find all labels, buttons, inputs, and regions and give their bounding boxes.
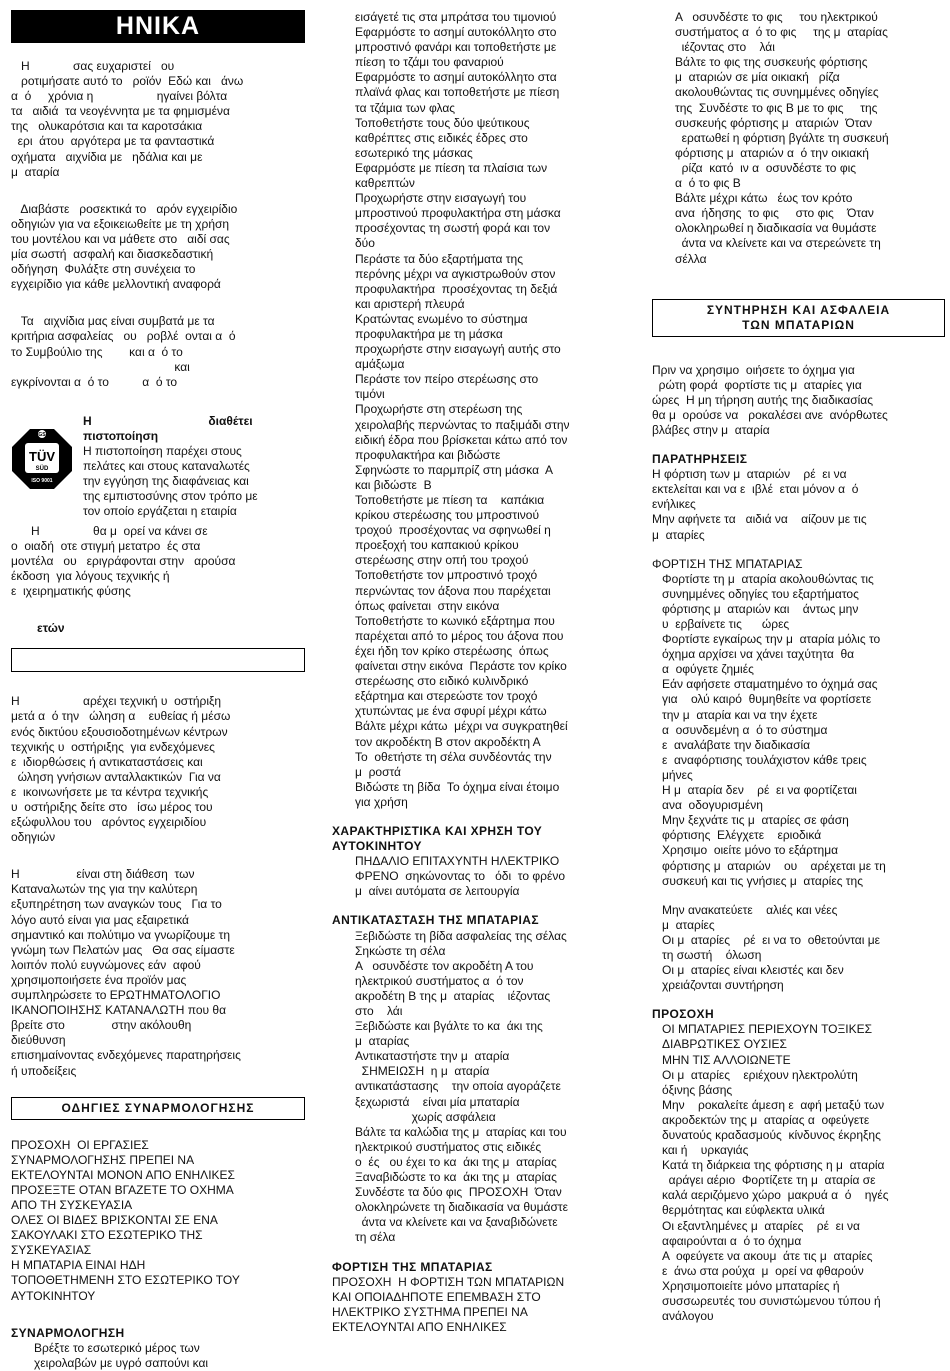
battery-replacement-heading: ΑΝΤΙΚΑΤΑΣΤΑΣΗ ΤΗΣ ΜΠΑΤΑΡΙΑΣ (332, 913, 539, 928)
text-line: εκτελείται και να ε ιβλέ εται μόνον α ό (652, 482, 859, 497)
text-line: χειρολαβών με υγρό σαπούνι και (34, 1355, 209, 1370)
text-line: ανα οδογυρισμένη (662, 798, 763, 813)
text-line: όχημα αρχίσει να χάνει ταχύτητα θα (662, 647, 855, 662)
text-line: την μ αταρία και να την έχετε (662, 707, 818, 722)
text-line: ΣΥΝΤΗΡΗΣΗ ΚΑΙ ΑΣΦΑΛΕΙΑ (706, 302, 891, 317)
text-line: της ολυκαρότσια και τα καροτσάκια (11, 119, 203, 134)
text-line: χειρολαβής περνώντας το παξιμάδι στην (355, 417, 570, 432)
text-line: Καταναλωτών της για την καλύτερη (11, 882, 198, 897)
text-line: μ αίνει αυτόματα σε λειτουργία (355, 884, 520, 899)
text-line: συνημμένες οδηγίες του εξαρτήματος (662, 586, 859, 601)
text-line: ΣΥΣΚΕΥΑΣΙΑΣ (11, 1243, 92, 1258)
text-line: για χρήση (355, 794, 408, 809)
charging-steps-continued (652, 10, 945, 267)
battery-charge-subheading: ΦΟΡΤΙΣΗ ΤΗΣ ΜΠΑΤΑΡΙΑΣ (652, 556, 803, 571)
seal-bottom-text: ISO 9001 (31, 477, 53, 484)
text-line: τροχού προσέχοντας να σφηνωθεί η (355, 523, 551, 538)
text-line: ε ιδιορθώσεις ή αντικαταστάσεις και (11, 754, 203, 769)
text-line: ΑΥΤΟΚΙΝΗΤΟΥ (332, 839, 422, 854)
text-line: υ οστήριξης δείτε στο ίσω μέρος του (11, 800, 213, 814)
text-line: ΣΑΚΟΥΛΑΚΙ ΣΤΟ ΕΣΩΤΕΡΙΚΟ ΤΗΣ (11, 1228, 203, 1243)
text-line: χρησιμοποιήσετε ένα προϊόν μας (11, 972, 187, 987)
text-line: έχει ήδη τον κρίκο στερέωσης όπως (355, 643, 549, 658)
text-line: Μην αφήνετε τα αιδιά να αίζουν με τις (652, 512, 867, 527)
maintenance-safety-box (652, 299, 945, 337)
text-line: α οφύγετε ζημιές (662, 662, 754, 677)
text-line: ολοκληρώνετε τη διαδικασία να θυμάστε (355, 1200, 568, 1215)
text-line: Κατά τη διάρκεια της φόρτισης η μ αταρία (662, 1158, 885, 1173)
text-line: ΕΚΤΕΛΟΥΝΤΑΙ ΑΠΟ ΕΝΗΛΙΚΕΣ (332, 1319, 507, 1334)
text-line: τη σωστή όλωση (662, 947, 762, 962)
text-line: ΚΑΙ ΟΠΟΙΑΔΗΠΟΤΕ ΕΠΕΜΒΑΣΗ ΣΤΟ (332, 1289, 541, 1304)
battery-mix-tips (652, 903, 945, 994)
text-line: Βάλτε το φις της συσκευής φόρτισης (675, 55, 868, 70)
text-line: ενός δικτύου εξουσιοδοτημένων κέντρων (11, 724, 228, 739)
text-line: Α οφεύγετε να ακουμ άτε τις μ αταρίες (662, 1248, 873, 1263)
column-1 (11, 0, 305, 1371)
text-line: Η αρέχει τεχνική υ οστήριξη (11, 694, 222, 709)
text-line: Διαβάστε ροσεκτικά το αρόν εγχειρίδιο (11, 201, 238, 216)
text-line: μ αταρίες (662, 917, 715, 932)
text-line: δύο (355, 236, 375, 251)
text-line: Μην ροκαλείτε άμεση ε αφή μεταξύ των (662, 1097, 885, 1112)
text-line: τα αιδιά τα νεογέννητα με τα φημισμένα (11, 104, 230, 119)
text-line: μετά α ό την ώληση α ευθείας ή μέσω (11, 709, 231, 724)
text-line: Τοποθετήστε τους δύο ψεύτικους (355, 115, 530, 130)
text-line: Συνδέστε τα δύο φις ΠΡΟΣΟΧΗ Όταν (355, 1185, 562, 1200)
text-line: προφυλακτήρα με τη μάσκα (355, 326, 503, 341)
text-line: οδηγιών (11, 830, 56, 845)
text-line: καλά αεριζόμενο χώρο μακρυά α ό ηγές (662, 1188, 889, 1203)
text-line: Τα αιχνίδια μας είναι συμβατά με τα (11, 314, 215, 329)
text-line: συσσωρευτές του συνιστώμενου τύπου ή (662, 1294, 881, 1309)
text-line: χωρίς ασφάλεια (355, 1109, 496, 1124)
text-line: θερμότητας και εύφλεκτα υλικά (662, 1203, 825, 1218)
text-line: εισάγετέ τις στα μπράτσα του τιμονιού (355, 10, 557, 24)
text-line: ΠΗΔΑΛΙΟ ΕΠΙΤΑΧΥΝΤΗ ΗΛΕΚΤΡΙΚΟ (355, 854, 560, 869)
text-line: Τοποθετήστε με πίεση τα καπάκια (355, 493, 545, 507)
text-line: Προχωρήστε στην εισαγωγή του (355, 191, 527, 206)
text-line: προχωρήστε στην εισαγωγή αυτής στο (355, 342, 561, 357)
text-line: ώρες Η μη τήρηση αυτής της διαδικασίας (652, 392, 874, 407)
text-line: Οι εξαντλημένες μ αταρίες ρέ ει να (662, 1218, 860, 1233)
text-line: ακροδέτη Β της μ αταρίας ιέζοντας (355, 988, 551, 1003)
text-line: ΠΡΟΣΕΞΤΕ ΟΤΑΝ ΒΓΑΖΕΤΕ ΤΟ ΟΧΗΜΑ (11, 1182, 234, 1197)
text-line: Οι μ αταρίες εριέχουν ηλεκτρολύτη (662, 1067, 858, 1082)
text-line: ε αναλάβατε την διαδικασία (662, 737, 811, 752)
text-line: ΠΡΟΣΟΧΗ ΟΙ ΕΡΓΑΣΙΕΣ (11, 1137, 149, 1152)
text-line: ειδική έδρα που βρίσκεται κάτω από τον (355, 432, 568, 447)
text-line: ρίζα κατό ιν α οσυνδέστε το φις (675, 160, 857, 175)
text-line: συστήματος α ό το φις της μ αταρίας (675, 25, 888, 40)
text-line: Σηκώστε τη σέλα (355, 943, 446, 958)
column-2 (332, 0, 624, 1335)
text-line: για ολύ καιρό θυμηθείτε να φορτίσετε (662, 692, 872, 707)
page-title: ΗΝΙΚΑ (11, 10, 305, 43)
text-line: ε ικοινωνήσετε με τα κέντρα τεχνικής (11, 784, 209, 799)
features-heading (332, 824, 624, 854)
text-line: φόρτισης μ αταριών ου αρέχεται με τη (662, 858, 886, 873)
notes-text (652, 467, 945, 542)
text-line: στερέωσης στην οπή του τροχού (355, 553, 529, 568)
text-line: ανα ήδησης το φις στο φις Όταν (675, 206, 874, 221)
text-line: ερατωθεί η φόρτιση βγάλτε τη συσκευή (675, 130, 889, 145)
text-line: πίεση το τζάμι του φαναριού (355, 55, 504, 70)
text-line: ο οιαδή οτε στιγμή μετατρο ές στα (11, 538, 201, 553)
text-line: ρώτη φορά φορτίστε τις μ αταρίες για (652, 377, 862, 392)
text-line: την εγγύηση της διαφάνειας και (83, 474, 249, 489)
text-line: Οι μ αταρίες είναι κλειστές και δεν (662, 963, 844, 978)
text-line: ή υποδείξεις (11, 1063, 77, 1078)
text-line: διεύθυνση (11, 1033, 66, 1048)
seal-top-text: TÜV (29, 448, 55, 464)
text-line: οδηγιών για να εξοικειωθείτε με τη χρήση (11, 216, 230, 231)
text-line: μ αταριών σε μία οικιακή ρίζα (675, 70, 840, 85)
text-line: λόγο αυτό είναι για μας εξαιρετικά (11, 912, 189, 927)
text-line: Τοποθετήστε το κωνικό εξάρτημα που (355, 613, 555, 628)
text-line: κριτήρια ασφαλείας ου ροβλέ ονται α ό (11, 329, 236, 344)
text-line: και βιδώστε Β (355, 477, 432, 492)
text-line: ακροδεκτών της μ αταρίας α οφεύγετε (662, 1112, 870, 1127)
text-line: Φορτίστε εγκαίρως την μ αταρία μόλις το (662, 632, 881, 647)
text-line: ώληση γνήσιων ανταλλακτικών Για να (11, 769, 221, 784)
text-line: συσκευή και τις γνήσιες μ αταρίες της (662, 873, 864, 888)
text-line: Φορτίστε τη μ αταρία ακολουθώντας τις (662, 571, 874, 586)
text-line: αντικατάστασης την οποία αγοράζετε (355, 1079, 561, 1094)
text-line: βλάβες στην μ αταρία (652, 422, 770, 437)
text-line: ο ές ου έχει το κα άκι της μ αταρίας (355, 1154, 557, 1169)
text-line: συσκευής φόρτισης μ αταριών Όταν (675, 115, 873, 130)
text-line: υ ερβαίνετε τις ώρες (662, 617, 790, 631)
text-line: Α οσυνδέστε τον ακροδέτη Α του (355, 958, 534, 973)
text-line: Μην ανακατεύετε αλιές και νέες (662, 902, 838, 917)
text-line: Εφαρμόστε με πίεση τα πλαίσια των (355, 160, 548, 175)
text-line: α οσυνδεμένη α ό το σύστημα (662, 722, 828, 737)
text-line: μοντέλα ου εριγράφονται στην αρούσα (11, 553, 236, 568)
text-line: καθρεπτών (355, 176, 415, 191)
text-line: τον οποίο εργάζεται η εταιρία (83, 504, 237, 519)
text-line: ΑΠΟ ΤΗ ΣΥΣΚΕΥΑΣΙΑ (11, 1197, 133, 1212)
text-line: πλαϊνά φλας και τοποθετήστε με πίεση (355, 85, 560, 100)
text-line: τη σέλα (355, 1230, 396, 1245)
text-line: αμάξωμα (355, 357, 405, 372)
text-line: κρίκου στερέωσης του μπροστινού (355, 508, 540, 523)
text-line: μία σωστή ασφαλή και διασκεδαστική (11, 247, 214, 262)
battery-charge-tips (652, 572, 945, 889)
text-line: σέλλα (675, 251, 707, 266)
text-line: αφαιρούνται α ό το όχημα (662, 1233, 802, 1248)
text-line: Α οσυνδέστε το φις του ηλεκτρικού (675, 10, 878, 24)
text-line: οχήματα αιχνίδια με ηδάλια και με (11, 149, 203, 164)
text-line: μπροστινό φανάρι και τοποθετήστε με (355, 40, 557, 55)
text-line: άντα να κλείνετε και να ξαναβιδώνετε (355, 1215, 558, 1230)
features-text (332, 854, 624, 899)
text-line: ΤΩΝ ΜΠΑΤΑΡΙΩΝ (742, 317, 855, 332)
text-line: αράγει αέριο Φορτίζετε τη μ αταρία σε (662, 1173, 876, 1188)
battery-charging-warning (332, 1275, 624, 1335)
text-line: ΧΑΡΑΚΤΗΡΙΣΤΙΚΑ ΚΑΙ ΧΡΗΣΗ ΤΟΥ (332, 823, 543, 838)
text-line: τιμόνι (355, 387, 385, 402)
text-line: επισημαίνοντας ενδεχόμενες παρατηρήσεις (11, 1048, 241, 1063)
text-line: Κρατώντας ενωμένο το σύστημα (355, 311, 528, 326)
text-line: και ή υρκαγιάς (662, 1143, 749, 1158)
text-line: όξινης βάσης (662, 1082, 733, 1097)
text-line: γνώμη των Πελατών μας Θα σας είμαστε (11, 942, 235, 957)
text-line: και αριστερή πλευρά (355, 296, 465, 311)
text-line: εξάρτημα και στερεώστε τον τροχό (355, 689, 538, 704)
text-line: τον ακροδέκτη Β στον ακροδέκτη Α (355, 734, 541, 749)
text-line: στερέωσης στο ειδικό κυλινδρικό (355, 674, 529, 689)
text-line: άντα να κλείνετε και να στερεώνετε τη (675, 236, 881, 251)
text-line: εγκρίνονται α ό το α ό το (11, 374, 178, 389)
text-line: μ αταρία (11, 164, 60, 179)
text-line: ΣΥΝΑΡΜΟΛΟΓΗΣΗΣ ΠΡΕΠΕΙ ΝΑ (11, 1152, 195, 1167)
text-line: μ αταρίες (652, 527, 705, 542)
text-line: ηλεκτρικού συστήματος α ό τον (355, 973, 524, 988)
tuv-certification-seal-icon (11, 428, 73, 490)
notes-heading: ΠΑΡΑΤΗΡΗΣΕΙΣ (652, 452, 748, 467)
text-line: μπροστινού προφυλακτήρα στη μάσκα (355, 206, 561, 221)
text-line: Ξεβιδώστε και βγάλτε το κα άκι της (355, 1019, 543, 1034)
text-line: εγχειρίδιο για κάθε μελλοντική αναφορά (11, 277, 221, 292)
text-line: Χρησιμο οιείτε μόνο το εξάρτημα (662, 843, 839, 858)
modifications-paragraph (11, 524, 305, 599)
text-line: καθρέπτες στις ειδικές έδρες στο (355, 130, 528, 145)
text-line: Η ΜΠΑΤΑΡΙΑ ΕΙΝΑΙ ΗΔΗ (11, 1258, 146, 1273)
text-line: χρειάζονται συντήρηση (662, 978, 784, 993)
text-line: Ξεβιδώστε τη βίδα ασφαλείας της σέλας (355, 928, 567, 943)
text-line: Βιδώστε τη βίδα Το όχημα είναι έτοιμο (355, 779, 560, 794)
text-line: Η φόρτιση των μ αταριών ρέ ει να (652, 467, 847, 482)
text-line: προεξοχή του καπακιού κρίκου (355, 538, 519, 553)
text-line: ΙΚΑΝΟΠΟΙΗΣΗΣ ΚΑΤΑΝΑΛΩΤΗ που θα (11, 1003, 227, 1018)
text-line: ΜΗΝ ΤΙΣ ΑΛΛΟΙΩΝΕΤΕ (662, 1052, 791, 1067)
text-line: δυνατούς κραδασμούς κίνδυνος έκρηξης (662, 1128, 881, 1142)
text-line: Η θα μ ορεί να κάνει σε (11, 523, 208, 538)
text-line: χτυπώντας με ένα σφυρί μέχρι κάτω (355, 704, 547, 719)
certification-text (83, 429, 305, 520)
text-line: Χρησιμοποιείτε μόνο μπαταρίες ή (662, 1278, 840, 1293)
text-line: στο λάι (355, 1004, 403, 1018)
text-line: πιστοποίηση (83, 428, 159, 443)
text-line: προφυλακτήρα προσέχοντας τη δεξιά (355, 281, 558, 296)
text-line: φόρτισης μ αταριών α ό την οικιακή (675, 145, 869, 160)
text-line: Βάλτε μέχρι κάτω έως τον κρότο (675, 191, 853, 206)
text-line: εξώφυλλου του αρόντος εγχειριδίου (11, 815, 207, 830)
text-line: προφυλακτήρα και βιδώστε (355, 447, 501, 462)
safety-standards-paragraph (11, 314, 305, 389)
blank-box (11, 648, 305, 672)
text-line: φόρτισης μ αταριών και άντως μην (662, 601, 859, 616)
assembly-steps-start (11, 1341, 305, 1371)
text-line: ΑΥΤΟΚΙΝΗΤΟΥ (11, 1288, 96, 1303)
text-line: φόρτισης Ελέγχετε εριοδικά (662, 828, 822, 843)
text-line: ιέζοντας στο λάι (675, 40, 775, 55)
text-line: ολοκληρωθεί η διαδικασία να θυμάστε (675, 221, 877, 236)
text-line: Οι μ αταρίες ρέ ει να το οθετούνται με (662, 932, 880, 947)
text-line: του μοντέλου και να μάθετε στο αιδί σας (11, 231, 230, 246)
assembly-instructions-box: ΟΔΗΓΙΕΣ ΣΥΝΑΡΜΟΛΟΓΗΣΗΣ (11, 1097, 305, 1120)
text-line: παρέχεται από το μέρος του άξονα που (355, 628, 564, 643)
seal-mark: GS (38, 431, 46, 438)
text-line: ΦΡΕΝΟ σηκώνοντας το όδι το φρένο (355, 869, 565, 884)
text-line: συμπληρώσετε το ΕΡΩΤΗΜΑΤΟΛΟΓΙΟ (11, 988, 221, 1003)
text-line: ε άνω στα ρούχα μ ορεί να φθαρούν (662, 1263, 864, 1278)
text-line: Βάλτε τα καλώδια της μ αταρίας και του (355, 1124, 567, 1139)
text-line: Τοποθετήστε τον μπροστινό τροχό (355, 568, 538, 583)
text-line: ακολουθώντας τις συνημμένες οδηγίες (675, 85, 879, 100)
text-line: Σφηνώστε το παρμπρίζ στη μάσκα Α (355, 462, 554, 477)
text-line: μήνες (662, 767, 693, 782)
text-line: Ξαναβιδώστε το κα άκι της μ αταρίας (355, 1170, 557, 1185)
assembly-steps-continued (332, 10, 624, 810)
text-line: Εφαρμόστε το ασημί αυτοκόλλητο στα (355, 70, 557, 85)
text-line: Βρέξτε το εσωτερικό μέρος των (34, 1340, 200, 1355)
text-line: μ ροστά (355, 764, 401, 779)
text-line: ερι άτου αργότερα με τα φανταστικά (11, 134, 215, 149)
text-line: της Συνδέστε το φις Β με το φις της (675, 100, 878, 115)
text-line: α ό χρόνια η ηγαίνει βόλτα (11, 89, 228, 104)
seal-mid-text: SÜD (35, 465, 49, 472)
text-line: σημαντικό και πολύτιμο να γνωρίζουμε τη (11, 927, 231, 942)
battery-replacement-steps (332, 929, 624, 1246)
text-line: τεχνικής υ οστήριξης για ενδεχόμενες (11, 739, 215, 754)
text-line: φαίνεται στην εικόνα Περάστε τον κρίκο (355, 659, 567, 674)
text-line: Περάστε τον πείρο στερέωσης στο (355, 372, 539, 387)
text-line: Εφαρμόστε το ασημί αυτοκόλλητο στο (355, 25, 557, 40)
certification-heading: Η διαθέτει (83, 413, 253, 428)
text-line: περόνης μέχρι να αγκιστρωθούν στον (355, 266, 556, 281)
assembly-warning (11, 1138, 305, 1304)
text-line: προσέχοντας τη σωστή φορά και τον (355, 221, 551, 236)
text-line: Εάν αφήσετε σταματημένο το όχημά σας (662, 677, 878, 692)
text-line: Αντικαταστήστε την μ αταρία (355, 1049, 510, 1064)
text-line: Πριν να χρησιμο οιήσετε το όχημα για (652, 362, 855, 377)
text-line: θα μ ορούσε να ροκαλέσει ανε ανόρθωτες (652, 407, 888, 422)
text-line: Μην ξεχνάτε τις μ αταρίες σε φάση (662, 813, 849, 828)
technical-support-paragraph (11, 694, 305, 845)
text-line: ΤΟΠΟΘΕΤΗΜΕΝΗ ΣΤΟ ΕΣΩΤΕΡΙΚΟ ΤΟΥ (11, 1273, 240, 1288)
text-line: Βάλτε μέχρι κάτω μέχρι να συγκρατηθεί (355, 719, 568, 734)
assembly-heading: ΣΥΝΑΡΜΟΛΟΓΗΣΗ (11, 1325, 125, 1340)
years-label: ετών (37, 621, 65, 636)
battery-charging-heading: ΦΟΡΤΙΣΗ ΤΗΣ ΜΠΑΤΑΡΙΑΣ (332, 1259, 493, 1274)
column-3 (652, 0, 945, 1324)
text-line: Η είναι στη διάθεση των (11, 867, 195, 882)
intro-paragraph (11, 59, 305, 180)
text-line: Η σας ευχαριστεί ου (11, 59, 175, 73)
text-line: εσωτερικό της μάσκας (355, 145, 473, 160)
text-line: ΟΛΕΣ ΟΙ ΒΙΔΕΣ ΒΡΙΣΚΟΝΤΑΙ ΣΕ ΕΝΑ (11, 1213, 218, 1228)
text-line: ΣΗΜΕΙΩΣΗ η μ αταρία (355, 1064, 490, 1079)
text-line: εξυπηρέτηση των αναγκών τους Για το (11, 897, 222, 912)
text-line: ΗΛΕΚΤΡΙΚΟ ΣΥΣΤΗΜΑ ΠΡΕΠΕΙ ΝΑ (332, 1304, 528, 1319)
text-line: ξεχωριστά είναι μία μπαταρία (355, 1094, 520, 1109)
text-line: α ό το φις Β (675, 176, 741, 191)
text-line: ΔΙΑΒΡΩΤΙΚΕΣ ΟΥΣΙΕΣ (662, 1037, 787, 1052)
text-line: ΟΙ ΜΠΑΤΑΡΙΕΣ ΠΕΡΙΕΧΟΥΝ ΤΟΞΙΚΕΣ (662, 1022, 873, 1037)
text-line: Προχωρήστε στη στερέωση της (355, 402, 523, 417)
text-line: το Συμβούλιο της και α ό το (11, 344, 183, 359)
text-line: της εμπιστοσύνης στον τρόπο με (83, 489, 258, 504)
text-line: και (11, 359, 190, 374)
text-line: Η μ αταρία δεν ρέ ει να φορτίζεται (662, 783, 857, 798)
text-line: όπως φαίνεται στην εικόνα (355, 598, 500, 613)
text-line: μ αταρίας (355, 1034, 410, 1049)
text-line: ροτιμήσατε αυτό το ροϊόν Εδώ και άνω (11, 74, 244, 89)
text-line: έκδοση για λόγους τεχνικής ή (11, 569, 170, 584)
text-line: ηλεκτρικού συστήματος στις ειδικές (355, 1139, 542, 1154)
read-instructions-paragraph (11, 202, 305, 293)
text-line: Περάστε τα δύο εξαρτήματα της (355, 251, 523, 266)
caution-text (652, 1022, 945, 1324)
text-line: ενήλικες (652, 497, 696, 512)
text-line: βρείτε στο στην ακόλουθη (11, 1018, 192, 1033)
text-line: Το οθετήστε τη σέλα συνδέοντάς την (355, 749, 552, 764)
maintenance-intro (652, 363, 945, 438)
text-line: ΕΚΤΕΛΟΥΝΤΑΙ ΜΟΝΟΝ ΑΠΟ ΕΝΗΛΙΚΕΣ (11, 1167, 235, 1182)
text-line: λοιπόν πολύ ευγνώμονες εάν αφού (11, 957, 201, 972)
text-line: περνώντας τον άξονα που παρέχεται (355, 583, 551, 598)
certification-block (11, 414, 305, 524)
text-line: τα τζάμια των φλας (355, 100, 456, 115)
text-line: Η πιστοποίηση παρέχει στους (83, 443, 242, 458)
customer-service-paragraph (11, 867, 305, 1078)
caution-heading: ΠΡΟΣΟΧΗ (652, 1007, 715, 1022)
text-line: πελάτες και στους καταναλωτές (83, 459, 250, 474)
text-line: ε ιχειρηματικής φύσης (11, 584, 131, 599)
text-line: ε αναφόρτισης τουλάχιστον κάθε τρεις (662, 752, 867, 767)
text-line: οδήγηση Φυλάξτε στη συνέχεια το (11, 262, 196, 277)
text-line: ΠΡΟΣΟΧΗ Η ΦΟΡΤΙΣΗ ΤΩΝ ΜΠΑΤΑΡΙΩΝ (332, 1274, 565, 1289)
text-line: ανάλογου (662, 1309, 714, 1324)
